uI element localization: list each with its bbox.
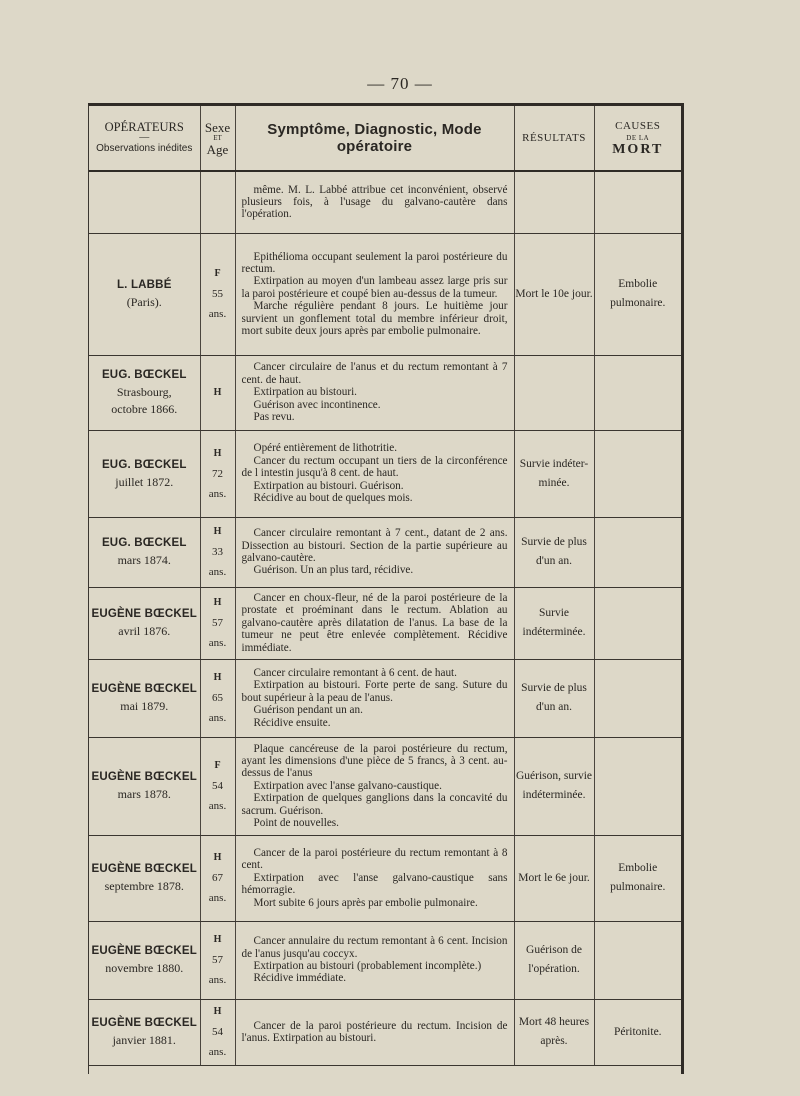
sex-age-cell — [200, 430, 235, 517]
cause-cell: Péritonite. — [594, 999, 681, 1065]
header-observations: Observations inédites — [96, 143, 193, 154]
operator-name: EUGÈNE BŒCKEL — [91, 1017, 197, 1029]
cause-cell — [594, 587, 681, 659]
age-unit: ans. — [208, 487, 227, 500]
result-cell: Guérison de l'opération. — [514, 921, 594, 999]
header-sexe-age — [200, 106, 235, 171]
symptom-line: Extirpation au moyen d'un lambeau assez large pris sur la paroi postérieure et coupé bien au-dessus de la tumeur. — [241, 275, 508, 300]
sex-age-cell — [200, 737, 235, 835]
sex-value: H — [213, 934, 222, 945]
symptom-line: Extirpation au bistouri. — [253, 386, 357, 399]
table-row — [89, 999, 681, 1065]
symptom-line: Cancer annulaire du rectum remontant à 6 cent. Incision de l'anus jusqu'au coccyx. — [241, 935, 508, 960]
table-row — [89, 659, 681, 737]
sex-age-cell — [200, 999, 235, 1065]
sex-value: H — [213, 852, 222, 863]
age-value: 54 — [212, 780, 223, 792]
operator-name: EUGÈNE BŒCKEL — [91, 945, 197, 957]
operator-cell — [89, 233, 200, 355]
sex-age-cell — [200, 835, 235, 921]
age-unit: ans. — [208, 974, 227, 986]
operator-cell — [89, 355, 200, 430]
header-symptome: Symptôme, Diagnostic, Mode opératoire — [235, 106, 514, 171]
age-value: 55 — [212, 288, 223, 300]
sex-value: H — [213, 447, 222, 459]
age-value: 54 — [212, 1026, 223, 1038]
symptom-cell — [235, 171, 514, 233]
table-row — [89, 587, 681, 659]
cause-cell — [594, 737, 681, 835]
operator-place: Strasbourg, — [116, 385, 172, 399]
header-mort: MORT — [612, 142, 664, 157]
symptom-cell — [235, 430, 514, 517]
cause-cell: Embolie pulmonaire. — [594, 835, 681, 921]
symptom-cell — [235, 587, 514, 659]
operator-name: EUG. BŒCKEL — [101, 369, 187, 381]
table-header-row — [89, 106, 681, 171]
operator-place: (Paris). — [126, 295, 162, 309]
symptom-line: Cancer de la paroi postérieure du rectum remontant à 8 cent. — [241, 846, 508, 872]
symptom-line: Cancer en choux-fleur, né de la paroi postérieure de la prostate et proéminant dans le rectum. Ablation au galvano-cautère après dilatation de l'anus. La base de la tumeur ne peut être enlevée complètement. Récidive immédiate. — [241, 591, 508, 654]
symptom-line: Récidive immédiate. — [253, 972, 347, 985]
table-row — [89, 737, 681, 835]
result-cell: Mort le 6e jour. — [514, 835, 594, 921]
operator-name: EUGÈNE BŒCKEL — [91, 683, 197, 695]
symptom-line: Extirpation au bistouri. Forte perte de sang. Suture du bout supérieur à la peau de l'anus. — [241, 679, 508, 704]
symptom-line: Cancer de la paroi postérieure du rectum. Incision de l'anus. Extirpation au bistouri. — [241, 1019, 508, 1044]
operator-date: novembre 1880. — [105, 961, 184, 975]
header-operateurs — [89, 106, 200, 171]
operator-cell — [89, 430, 200, 517]
cause-cell — [594, 517, 681, 587]
symptom-line: même. M. L. Labbé attribue cet inconvénient, observé plusieurs fois, à l'usage du galvano-cautère dans l'opération. — [241, 183, 508, 221]
cause-cell — [594, 355, 681, 430]
surgery-table-frame — [88, 103, 684, 1074]
symptom-line: Guérison. Un an plus tard, récidive. — [253, 564, 414, 577]
result-cell — [514, 355, 594, 430]
operator-name: EUG. BŒCKEL — [101, 458, 187, 471]
symptom-line: Extirpation au bistouri. Guérison. — [253, 479, 404, 492]
operator-date: octobre 1866. — [111, 402, 178, 416]
symptom-cell — [235, 999, 514, 1065]
sex-value: H — [213, 672, 222, 683]
cause-cell — [594, 921, 681, 999]
header-age: Age — [206, 141, 229, 157]
symptom-cell — [235, 737, 514, 835]
cause-cell — [594, 430, 681, 517]
operator-cell — [89, 517, 200, 587]
table-row — [89, 355, 681, 430]
cause-cell — [594, 659, 681, 737]
symptom-line: Epithélioma occupant seulement la paroi postérieure du rectum. — [241, 250, 508, 275]
sex-value: H — [213, 386, 222, 398]
symptom-line: Opéré entièrement de lithotritie. — [253, 442, 398, 455]
symptom-line: Cancer circulaire de l'anus et du rectum remontant à 7 cent. de haut. — [241, 361, 508, 386]
symptom-line: Extirpation au bistouri (probablement incomplète.) — [253, 960, 482, 972]
result-cell: Survie de plus d'un an. — [514, 517, 594, 587]
age-unit: ans. — [208, 637, 227, 649]
symptom-cell — [235, 921, 514, 999]
symptom-line: Point de nouvelles. — [253, 817, 339, 830]
age-unit: ans. — [208, 800, 227, 812]
operator-cell — [89, 171, 200, 233]
operator-date: septembre 1878. — [104, 879, 184, 893]
header-causes-label: CAUSES — [615, 120, 661, 132]
age-unit: ans. — [208, 712, 227, 724]
sex-age-cell — [200, 517, 235, 587]
sex-age-cell — [200, 171, 235, 233]
symptom-cell — [235, 835, 514, 921]
operator-cell — [89, 587, 200, 659]
operator-date: janvier 1881. — [112, 1033, 176, 1047]
result-cell: Mort 48 heures après. — [514, 999, 594, 1065]
age-value: 57 — [212, 617, 223, 629]
symptom-line: Récidive ensuite. — [253, 716, 331, 729]
surgery-table — [89, 106, 681, 1066]
cause-cell — [594, 171, 681, 233]
sex-value: H — [213, 1006, 222, 1017]
operator-cell — [89, 921, 200, 999]
symptom-cell — [235, 355, 514, 430]
result-cell: Survie indéter-minée. — [514, 430, 594, 517]
age-value: 33 — [212, 546, 223, 558]
header-de-la: DE LA — [626, 134, 650, 142]
sex-age-cell — [200, 233, 235, 355]
operator-date: juillet 1872. — [115, 474, 174, 489]
symptom-line: Récidive au bout de quelques mois. — [253, 492, 413, 505]
operator-date: mars 1878. — [117, 787, 171, 801]
operator-name: EUG. BŒCKEL — [101, 537, 187, 549]
operator-date: mars 1874. — [117, 553, 171, 567]
operator-name: EUGÈNE BŒCKEL — [91, 771, 197, 783]
symptom-line: Guérison pendant un an. — [253, 704, 363, 717]
symptom-line: Plaque cancéreuse de la paroi postérieure du rectum, ayant les dimensions d'une pièce de 5 francs, à 3 cent. au-dessus de l'anus — [241, 742, 508, 780]
symptom-line: Extirpation avec l'anse galvano-caustique. — [253, 779, 442, 792]
symptom-line: Cancer du rectum occupant un tiers de la circonférence de l intestin jusqu'à 8 cent. de haut. — [241, 454, 508, 480]
symptom-line: Mort subite 6 jours après par embolie pulmonaire. — [253, 896, 478, 909]
operator-date: avril 1876. — [118, 624, 171, 638]
result-cell: Survie de plus d'un an. — [514, 659, 594, 737]
header-et: ET — [213, 133, 222, 142]
header-sexe: Sexe — [204, 119, 231, 135]
table-row — [89, 171, 681, 233]
age-unit: ans. — [208, 566, 227, 578]
page-number: — 70 — — [367, 74, 433, 93]
age-unit: ans. — [208, 892, 227, 904]
age-value: 72 — [212, 467, 223, 480]
age-unit: ans. — [208, 1046, 227, 1058]
header-dash: — — [139, 132, 150, 143]
sex-value: F — [214, 760, 221, 771]
symptom-line: Cancer circulaire remontant à 7 cent., datant de 2 ans. Dissection au bistouri. Section de la partie supérieure au galvano-cautère. — [241, 527, 508, 564]
sex-age-cell — [200, 355, 235, 430]
symptom-line: Guérison avec incontinence. — [253, 398, 381, 411]
symptom-cell — [235, 517, 514, 587]
table-row — [89, 517, 681, 587]
operator-cell — [89, 737, 200, 835]
operator-name: EUGÈNE BŒCKEL — [91, 608, 197, 620]
table-row — [89, 921, 681, 999]
header-causes — [594, 106, 681, 171]
sex-age-cell — [200, 587, 235, 659]
operator-name: EUGÈNE BŒCKEL — [91, 863, 197, 875]
header-operateurs-label: OPÉRATEURS — [104, 120, 184, 134]
table-row — [89, 430, 681, 517]
symptom-line: Pas revu. — [253, 411, 295, 424]
symptom-line: Extirpation de quelques ganglions dans la concavité du sacrum. Guérison. — [241, 792, 508, 817]
result-cell: Mort le 10e jour. — [514, 233, 594, 355]
table-row — [89, 233, 681, 355]
sex-value: F — [214, 268, 221, 279]
cause-cell: Embolie pulmonaire. — [594, 233, 681, 355]
sex-age-cell — [200, 659, 235, 737]
sex-age-cell — [200, 921, 235, 999]
table-body — [89, 171, 681, 1065]
age-value: 65 — [212, 692, 223, 704]
result-cell: Survie indéterminée. — [514, 587, 594, 659]
operator-cell — [89, 659, 200, 737]
age-unit: ans. — [208, 308, 227, 320]
operator-date: mai 1879. — [120, 699, 169, 713]
result-cell — [514, 171, 594, 233]
symptom-line: Marche régulière pendant 8 jours. Le huitième jour survient un gonflement total du membre inférieur droit, mort subite deux jours après par embolie pulmonaire. — [241, 300, 508, 338]
sex-value: H — [213, 526, 222, 537]
symptom-line: Cancer circulaire remontant à 6 cent. de haut. — [253, 666, 457, 679]
table-row — [89, 835, 681, 921]
operator-cell — [89, 999, 200, 1065]
symptom-cell — [235, 233, 514, 355]
header-resultats: RÉSULTATS — [514, 106, 594, 171]
age-value: 67 — [212, 872, 223, 884]
symptom-cell — [235, 659, 514, 737]
operator-cell — [89, 835, 200, 921]
operator-name: L. LABBÉ — [116, 279, 172, 291]
symptom-line: Extirpation avec l'anse galvano-caustique sans hémorragie. — [241, 871, 508, 897]
result-cell: Guérison, survie indéterminée. — [514, 737, 594, 835]
sex-value: H — [213, 597, 222, 608]
age-value: 57 — [212, 954, 223, 966]
